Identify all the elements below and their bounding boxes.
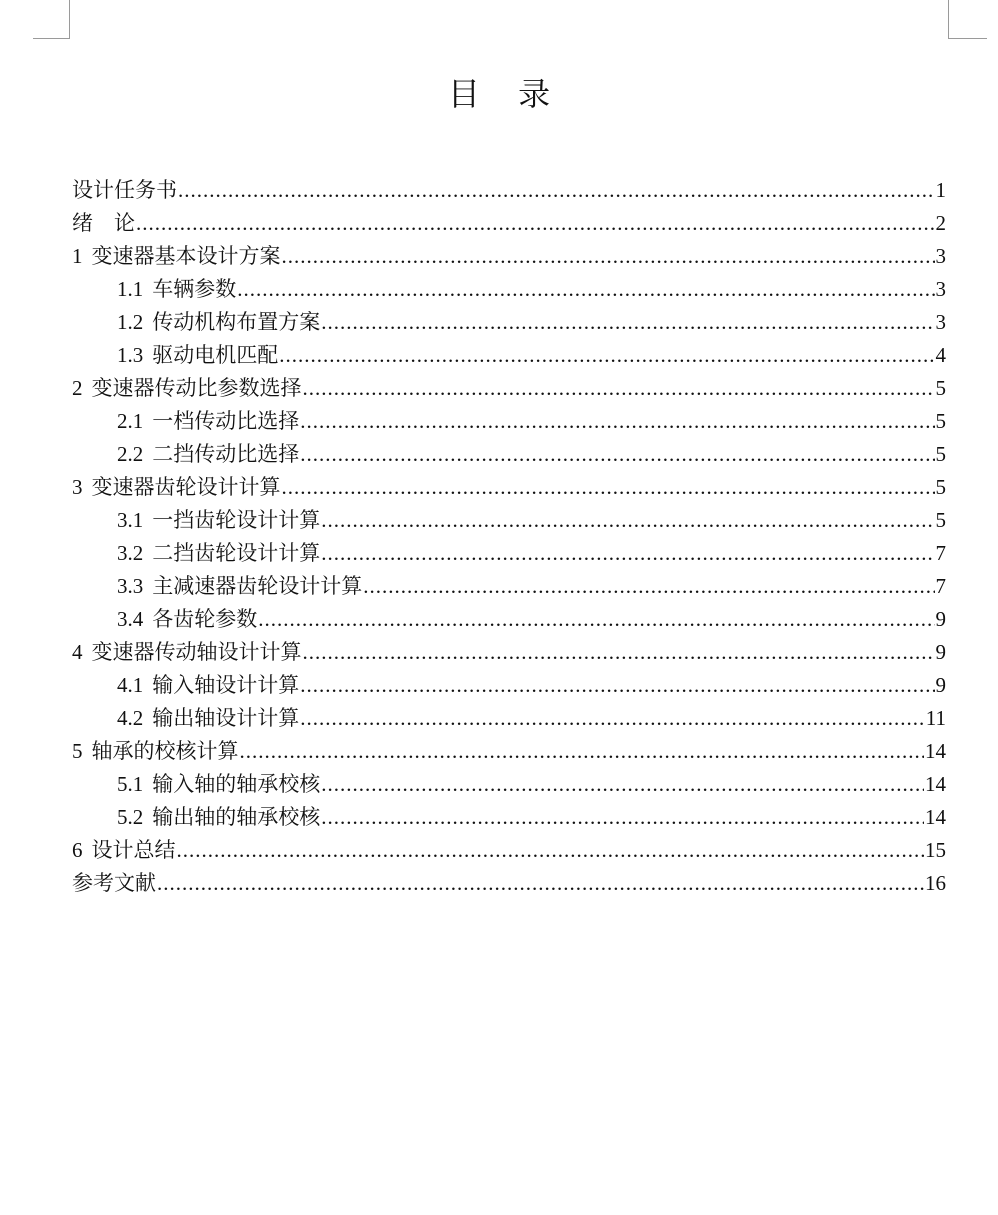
crop-mark-top-right bbox=[948, 0, 987, 39]
toc-entry-label: 各齿轮参数 bbox=[152, 607, 258, 631]
toc-entry-number: 5.2 bbox=[117, 805, 144, 829]
toc-page-number: 5 bbox=[935, 508, 946, 532]
toc-entry[interactable] bbox=[72, 174, 946, 207]
toc-entry-title bbox=[117, 438, 299, 471]
toc-entry-label: 设计任务书 bbox=[72, 178, 177, 202]
toc-entry[interactable] bbox=[72, 768, 946, 801]
toc-entry-label: 二挡传动比选择 bbox=[152, 442, 300, 466]
toc-entry-number: 1.1 bbox=[117, 277, 144, 301]
toc-entry[interactable] bbox=[72, 438, 946, 471]
toc-page-number: 14 bbox=[925, 805, 946, 829]
dot-leader bbox=[157, 867, 924, 900]
toc-page-number: 11 bbox=[925, 706, 946, 730]
toc-page-number: 9 bbox=[935, 673, 946, 697]
toc-entry[interactable] bbox=[72, 669, 946, 702]
toc-entry-label: 输入轴的轴承校核 bbox=[152, 772, 321, 796]
dot-leader bbox=[258, 603, 934, 636]
toc-entry-title bbox=[117, 504, 320, 537]
toc-entry[interactable] bbox=[72, 867, 946, 900]
toc-entry-label: 设计总结 bbox=[91, 838, 176, 862]
toc-page-number: 3 bbox=[935, 244, 946, 268]
toc-page-number: 5 bbox=[935, 475, 946, 499]
dot-leader bbox=[237, 273, 934, 306]
toc-entry-number: 3.3 bbox=[117, 574, 144, 598]
toc-entry-title bbox=[117, 801, 320, 834]
toc-entry-title bbox=[72, 636, 302, 669]
toc-entry-title bbox=[72, 867, 156, 900]
page-title: 目 录 bbox=[447, 75, 565, 114]
dot-leader bbox=[136, 207, 935, 240]
toc-page-number: 5 bbox=[935, 409, 946, 433]
toc-entry-number: 6 bbox=[72, 838, 83, 862]
toc-entry-title bbox=[117, 669, 299, 702]
toc-entry-number: 3 bbox=[72, 475, 83, 499]
toc-entry-number: 3.1 bbox=[117, 508, 144, 532]
toc-entry-label: 变速器传动比参数选择 bbox=[91, 376, 302, 400]
toc-entry-number: 3.4 bbox=[117, 607, 144, 631]
toc-entry-number: 1.2 bbox=[117, 310, 144, 334]
toc-page-number: 1 bbox=[935, 178, 946, 202]
toc-page-number: 7 bbox=[935, 541, 946, 565]
toc-entry-number: 4.1 bbox=[117, 673, 144, 697]
toc-entry-number: 3.2 bbox=[117, 541, 144, 565]
toc-entry-label: 输入轴设计计算 bbox=[152, 673, 300, 697]
toc-entry[interactable] bbox=[72, 207, 946, 240]
toc-page-number: 9 bbox=[935, 607, 946, 631]
toc-entry-number: 1.3 bbox=[117, 343, 144, 367]
toc-entry-number: 4 bbox=[72, 640, 83, 664]
toc-entry-label: 传动机构布置方案 bbox=[152, 310, 321, 334]
dot-leader bbox=[321, 306, 934, 339]
dot-leader bbox=[321, 537, 934, 570]
toc-entry-title bbox=[117, 570, 362, 603]
toc-entry[interactable] bbox=[72, 240, 946, 273]
toc-entry-number: 2.1 bbox=[117, 409, 144, 433]
toc-entry-title bbox=[117, 273, 236, 306]
dot-leader bbox=[321, 801, 924, 834]
toc-entry-title bbox=[72, 372, 302, 405]
toc-entry-title bbox=[117, 339, 278, 372]
dot-leader bbox=[321, 504, 934, 537]
toc-entry-number: 5 bbox=[72, 739, 83, 763]
toc-entry-number: 1 bbox=[72, 244, 83, 268]
toc-page-number: 16 bbox=[925, 871, 946, 895]
toc-entry-number: 4.2 bbox=[117, 706, 144, 730]
dot-leader bbox=[177, 834, 925, 867]
toc-page-number: 14 bbox=[925, 772, 946, 796]
dot-leader bbox=[279, 339, 934, 372]
toc-entry-label: 输出轴的轴承校核 bbox=[152, 805, 321, 829]
toc-entry[interactable] bbox=[72, 273, 946, 306]
toc-entry[interactable] bbox=[72, 339, 946, 372]
toc-entry-number: 2.2 bbox=[117, 442, 144, 466]
toc-page-number: 2 bbox=[935, 211, 946, 235]
dot-leader bbox=[282, 240, 935, 273]
toc-entry-label: 主减速器齿轮设计计算 bbox=[152, 574, 363, 598]
toc-entry-label: 绪 论 bbox=[72, 211, 135, 235]
toc-entry-label: 一挡齿轮设计计算 bbox=[152, 508, 321, 532]
dot-leader bbox=[282, 471, 935, 504]
toc-entry-number: 5.1 bbox=[117, 772, 144, 796]
toc-entry-label: 变速器齿轮设计计算 bbox=[91, 475, 281, 499]
toc-entry-label: 输出轴设计计算 bbox=[152, 706, 300, 730]
toc-entry-title bbox=[117, 537, 320, 570]
toc-page-number: 3 bbox=[935, 310, 946, 334]
table-of-contents bbox=[72, 174, 946, 900]
toc-entry-label: 变速器传动轴设计计算 bbox=[91, 640, 302, 664]
toc-page-number: 9 bbox=[935, 640, 946, 664]
toc-page-number: 15 bbox=[925, 838, 946, 862]
toc-page-number: 7 bbox=[935, 574, 946, 598]
toc-entry-number: 2 bbox=[72, 376, 83, 400]
toc-page-number: 14 bbox=[925, 739, 946, 763]
toc-page-number: 5 bbox=[935, 376, 946, 400]
dot-leader bbox=[300, 669, 934, 702]
toc-entry[interactable] bbox=[72, 405, 946, 438]
toc-entry-title bbox=[117, 405, 299, 438]
toc-entry-title bbox=[72, 240, 281, 273]
toc-entry-title bbox=[117, 768, 320, 801]
toc-entry[interactable] bbox=[72, 504, 946, 537]
toc-entry[interactable] bbox=[72, 801, 946, 834]
toc-entry[interactable] bbox=[72, 702, 946, 735]
toc-entry-label: 轴承的校核计算 bbox=[91, 739, 239, 763]
toc-entry-title bbox=[117, 306, 320, 339]
toc-page-number: 4 bbox=[935, 343, 946, 367]
toc-entry-title bbox=[117, 702, 299, 735]
toc-entry[interactable] bbox=[72, 471, 946, 504]
dot-leader bbox=[321, 768, 924, 801]
toc-entry-title bbox=[72, 471, 281, 504]
toc-entry[interactable] bbox=[72, 834, 946, 867]
toc-entry-label: 驱动电机匹配 bbox=[152, 343, 279, 367]
dot-leader bbox=[303, 372, 935, 405]
toc-entry[interactable] bbox=[72, 636, 946, 669]
toc-entry[interactable] bbox=[72, 570, 946, 603]
toc-entry-label: 变速器基本设计方案 bbox=[91, 244, 281, 268]
toc-entry[interactable] bbox=[72, 372, 946, 405]
toc-entry[interactable] bbox=[72, 603, 946, 636]
toc-entry[interactable] bbox=[72, 306, 946, 339]
dot-leader bbox=[300, 702, 925, 735]
toc-entry-title bbox=[72, 834, 176, 867]
dot-leader bbox=[300, 405, 934, 438]
toc-entry-label: 车辆参数 bbox=[152, 277, 237, 301]
crop-mark-top-left bbox=[33, 0, 70, 39]
toc-entry-label: 二挡齿轮设计计算 bbox=[152, 541, 321, 565]
toc-entry-title bbox=[72, 735, 239, 768]
toc-page-number: 3 bbox=[935, 277, 946, 301]
dot-leader bbox=[178, 174, 935, 207]
dot-leader bbox=[363, 570, 934, 603]
dot-leader bbox=[303, 636, 935, 669]
toc-entry-title bbox=[72, 207, 135, 240]
toc-entry-label: 一档传动比选择 bbox=[152, 409, 300, 433]
toc-entry-title bbox=[72, 174, 177, 207]
toc-entry-label: 参考文献 bbox=[72, 871, 156, 895]
dot-leader bbox=[240, 735, 925, 768]
toc-entry[interactable] bbox=[72, 537, 946, 570]
toc-entry-title bbox=[117, 603, 257, 636]
dot-leader bbox=[300, 438, 934, 471]
toc-entry[interactable] bbox=[72, 735, 946, 768]
toc-page-number: 5 bbox=[935, 442, 946, 466]
